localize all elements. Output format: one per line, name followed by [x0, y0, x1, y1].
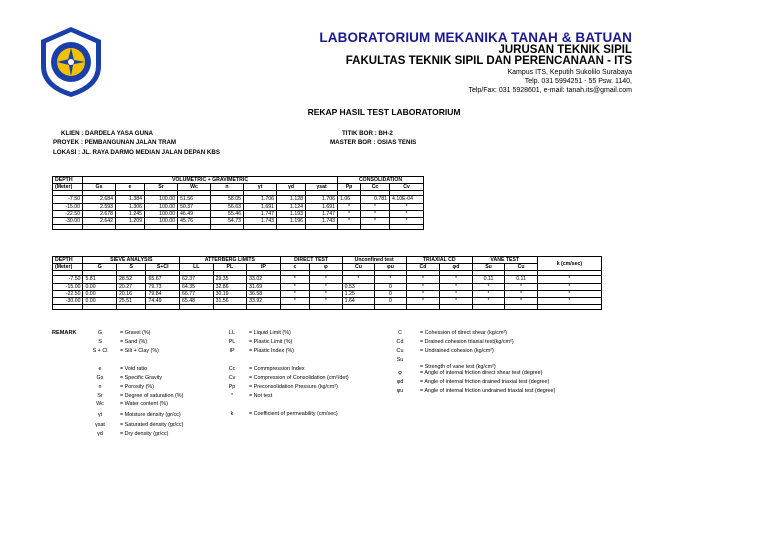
remark-desc: = Drained cohesion triaxial test(kg/cm²)	[420, 339, 514, 345]
table-cell: *	[390, 203, 424, 210]
table-cell: *	[280, 283, 309, 290]
table-cell: -22.50	[53, 210, 83, 217]
remark-desc: = Coefficient of permeability (cm/sec)	[249, 411, 338, 417]
table-row	[53, 290, 602, 297]
table-cell: 28.52	[117, 276, 146, 283]
table-row	[53, 210, 424, 217]
table-cell: 66.77	[180, 290, 214, 297]
sieve-group-header: SIEVE ANALYSIS	[83, 257, 180, 264]
table-cell: *	[310, 276, 343, 283]
table-cell: 1.209	[116, 217, 145, 224]
table-cell: 0	[375, 297, 407, 304]
table-cell: *	[472, 290, 505, 297]
column-header: S	[117, 264, 146, 271]
table-cell: *	[472, 283, 505, 290]
table-cell: 46.49	[178, 210, 211, 217]
remark-symbol: LL	[229, 330, 235, 336]
table-cell: *	[440, 276, 473, 283]
column-header: Su	[472, 264, 505, 271]
remark-symbol: k	[230, 411, 234, 417]
table-cell: *	[505, 297, 538, 304]
remark-desc: = Commpression Index	[249, 366, 305, 372]
remark-desc: = Preconsolidation Pressure (kg/cm²)	[249, 384, 338, 390]
table-cell: *	[310, 297, 343, 304]
column-header: Cv	[390, 184, 424, 191]
table-cell: *	[440, 283, 473, 290]
table-cell: 1.743	[244, 217, 277, 224]
table-cell: 1.743	[306, 217, 338, 224]
table-cell: -22.50	[53, 290, 83, 297]
table-cell: *	[406, 297, 440, 304]
table-cell: *	[280, 297, 309, 304]
table-cell: -7.50	[53, 196, 83, 203]
table-cell: -15.00	[53, 203, 83, 210]
column-header: LL	[180, 264, 214, 271]
table-cell: 45.76	[178, 217, 211, 224]
table-cell: 2.642	[83, 217, 116, 224]
table-cell: 100.00	[145, 203, 178, 210]
table-cell: 79.73	[146, 283, 180, 290]
unconfined-group-header: Unconfined test	[342, 257, 406, 264]
table-cell: 56.63	[211, 203, 244, 210]
column-header: e	[116, 184, 145, 191]
table-cell: 1.691	[244, 203, 277, 210]
lab-name: LABORATORIUM MEKANIKA TANAH & BATUAN	[319, 30, 632, 45]
remark-symbol: n	[98, 384, 102, 390]
table-cell: 100.00	[145, 210, 178, 217]
column-header: c	[280, 264, 309, 271]
table-cell: 0.11	[472, 276, 505, 283]
table-cell: 30.19	[213, 290, 247, 297]
table-cell: 20.27	[117, 283, 146, 290]
table-cell: *	[375, 276, 407, 283]
location-info: LOKASI : JL. RAYA DARMO MEDIAN JALAN DEPAN KBS	[53, 149, 220, 156]
table-cell: 50.37	[178, 203, 211, 210]
table-cell: 33.02	[247, 276, 281, 283]
table-cell: 1.25	[342, 290, 375, 297]
table-cell: 79.84	[146, 290, 180, 297]
table-cell: *	[440, 297, 473, 304]
table-cell: *	[338, 203, 361, 210]
remark-symbol: S	[98, 339, 102, 345]
column-header: IP	[247, 264, 281, 271]
table-cell: 65.48	[180, 297, 214, 304]
remark-desc: = Liquid Limit (%)	[249, 330, 291, 336]
remark-symbol: *	[230, 393, 234, 399]
remark-symbol: IP	[229, 348, 235, 354]
remark-desc: = Not test	[249, 393, 273, 399]
project-info: PROYEK : PEMBANGUNAN JALAN TRAM	[53, 139, 177, 146]
table-cell: *	[537, 276, 601, 283]
bore-point-info: TITIK BOR : BH-2	[342, 130, 393, 137]
remark-desc: = Dry density (gr/cc)	[120, 431, 169, 437]
table-cell: 1.06	[338, 196, 361, 203]
remark-desc: = Compression of Consolidation (cm²/det)	[249, 375, 349, 381]
column-header: Cd	[406, 264, 440, 271]
table-cell: 5.81	[83, 276, 117, 283]
table-cell: *	[361, 210, 390, 217]
table-cell: *	[472, 297, 505, 304]
its-logo	[38, 26, 104, 98]
remark-symbol: Pp	[228, 384, 236, 390]
table-cell: *	[338, 217, 361, 224]
table-cell: *	[537, 283, 601, 290]
remark-column-2	[215, 330, 385, 420]
faculty-name: FAKULTAS TEKNIK SIPIL DAN PERENCANAAN - ITS	[345, 55, 632, 67]
table-cell: 1.747	[306, 210, 338, 217]
remark-symbol: φu	[396, 388, 404, 394]
remark-symbol: Cd	[396, 339, 404, 345]
table-cell: 33.92	[247, 297, 281, 304]
column-header: φd	[440, 264, 473, 271]
column-header: γd	[277, 184, 306, 191]
table-row	[53, 297, 602, 304]
table-cell: *	[361, 203, 390, 210]
column-header: φ	[310, 264, 343, 271]
remark-symbol: PL	[228, 339, 236, 345]
remark-symbol: φd	[396, 379, 404, 385]
remark-desc: = Gravel (%)	[120, 330, 151, 336]
remark-symbol: Cv	[228, 375, 236, 381]
table-cell: -30.00	[53, 297, 83, 304]
direct-test-group-header: DIRECT TEST	[280, 257, 342, 264]
table-cell: 0	[375, 283, 407, 290]
column-header: Cu	[505, 264, 538, 271]
table-cell: 1.128	[277, 196, 306, 203]
remark-symbol: e	[98, 366, 102, 372]
table-cell: 20.16	[117, 290, 146, 297]
remark-desc: = Undrained cohesion (kg/cm²)	[420, 348, 494, 354]
remark-symbol: G	[97, 330, 103, 336]
column-header: γsat	[306, 184, 338, 191]
table-cell: *	[342, 276, 375, 283]
remark-symbol: S + Cl	[92, 348, 108, 354]
table-cell: 0.00	[83, 283, 117, 290]
remark-desc: = Porosity (%)	[120, 384, 154, 390]
remark-symbol: φ	[398, 370, 402, 376]
remark-symbol: γsat	[95, 422, 105, 428]
column-header: Sr	[145, 184, 178, 191]
table-cell: *	[280, 276, 309, 283]
column-header: n	[211, 184, 244, 191]
column-header: Pp	[338, 184, 361, 191]
table-cell: *	[440, 290, 473, 297]
table-row	[53, 217, 424, 224]
table-cell: *	[310, 283, 343, 290]
remark-desc: = Strength of vane test (kg/cm²)	[420, 364, 496, 370]
table-cell: -15.00	[53, 283, 83, 290]
remark-desc: = Angle of internal friction drained triaxial test (degree)	[420, 379, 550, 385]
column-header: Gs	[83, 184, 116, 191]
table-cell: *	[505, 290, 538, 297]
remark-desc: = Cohession of direct shear (kg/cm²)	[420, 330, 508, 336]
permeability-header: k (cm/sec)	[537, 257, 601, 271]
remark-desc: = Angle of internal friction undrained triaxial test (degree)	[420, 388, 556, 394]
remark-desc: = Plastic Limit (%)	[249, 339, 293, 345]
table-cell: 2.593	[83, 203, 116, 210]
column-header: S+Cl	[146, 264, 180, 271]
address-line-3: Telp/Fax: 031 5928601, e-mail: tanah.its@gmail.com	[468, 87, 632, 94]
table-cell: *	[390, 217, 424, 224]
column-header: G	[83, 264, 117, 271]
column-header: Cc	[361, 184, 390, 191]
atterberg-group-header: ATTERBERG LIMITS	[180, 257, 281, 264]
table-row	[53, 283, 602, 290]
remark-desc: = Specific Gravity	[120, 375, 163, 381]
remark-desc: = Sand (%)	[120, 339, 148, 345]
table-cell: 1.306	[116, 203, 145, 210]
table-cell: 1.747	[244, 210, 277, 217]
remark-desc: = Plastic Index (%)	[249, 348, 295, 354]
remark-symbol: Wc	[96, 401, 104, 407]
table-cell: 55.46	[211, 210, 244, 217]
column-header: Wc	[178, 184, 211, 191]
table-cell: 100.00	[145, 196, 178, 203]
table-cell: 36.58	[247, 290, 281, 297]
table-cell: *	[406, 276, 440, 283]
table-cell: 74.49	[146, 297, 180, 304]
depth-unit: (Meter)	[53, 184, 83, 191]
department-name: JURUSAN TEKNIK SIPIL	[498, 44, 632, 56]
table-cell: 51.56	[178, 196, 211, 203]
table-cell: 29.35	[213, 276, 247, 283]
column-header: γt	[244, 184, 277, 191]
table-cell: -7.50	[53, 276, 83, 283]
remark-symbol: Gs	[96, 375, 104, 381]
remark-desc: = Moisture density (gr/cc)	[120, 412, 181, 418]
table-cell: 2.684	[83, 196, 116, 203]
table-cell: *	[537, 297, 601, 304]
table-row	[53, 196, 424, 203]
table-cell: 0.781	[361, 196, 390, 203]
table-cell: 31.69	[247, 283, 281, 290]
depth-unit: (Meter)	[53, 264, 83, 271]
table-cell: 25.51	[117, 297, 146, 304]
remark-desc: = Silt + Clay (%)	[120, 348, 159, 354]
remark-desc: = Degree of saturation (%)	[120, 393, 184, 399]
remark-symbol: C	[398, 330, 402, 336]
address-line-1: Kampus ITS, Keputih Sukolilo Surabaya	[507, 69, 632, 76]
address-line-2: Telp. 031 5994251 - 55 Psw. 1140,	[524, 78, 632, 85]
table-cell: 0.11	[505, 276, 538, 283]
master-bore-info: MASTER BOR : OSIAS TENIS	[330, 139, 417, 146]
column-header: PL	[213, 264, 247, 271]
table-cell: 1.245	[116, 210, 145, 217]
table-cell: *	[537, 290, 601, 297]
table-cell: 1.384	[116, 196, 145, 203]
table-cell: 1.193	[277, 210, 306, 217]
table-cell: 54.73	[211, 217, 244, 224]
table-cell: 62.37	[180, 276, 214, 283]
column-header: φu	[375, 264, 407, 271]
volumetric-consolidation-table	[52, 176, 424, 230]
table-cell: 2.678	[83, 210, 116, 217]
table-cell: 0.00	[83, 290, 117, 297]
table-cell: 1.64	[342, 297, 375, 304]
table-cell: *	[505, 283, 538, 290]
table-cell: 0	[375, 290, 407, 297]
remark-desc: = Saturated density (gr/cc)	[120, 422, 184, 428]
report-title: REKAP HASIL TEST LABORATORIUM	[307, 107, 461, 117]
remark-symbol: Cc	[228, 366, 236, 372]
vane-group-header: VANE TEST	[472, 257, 537, 264]
table-cell: 31.56	[213, 297, 247, 304]
table-cell: *	[338, 210, 361, 217]
remark-symbol: Sr	[97, 393, 103, 399]
depth-header: DEPTH	[53, 257, 83, 264]
table-cell: 1.196	[277, 217, 306, 224]
depth-header: DEPTH	[53, 177, 83, 184]
table-cell: *	[406, 290, 440, 297]
table-cell: 0.00	[83, 297, 117, 304]
table-cell: *	[361, 217, 390, 224]
table-row	[53, 203, 424, 210]
remark-symbol: Su	[396, 357, 404, 363]
table-cell: 100.00	[145, 217, 178, 224]
client-info: KLIEN : DARDELA YASA GUNA	[61, 130, 154, 137]
table-cell: 1.691	[306, 203, 338, 210]
remark-desc: = Void ratio	[120, 366, 148, 372]
table-cell: 58.05	[211, 196, 244, 203]
table-cell: -30.00	[53, 217, 83, 224]
table-row	[53, 276, 602, 283]
column-header: Cu	[342, 264, 375, 271]
remark-symbol: γd	[97, 431, 103, 437]
table-cell: *	[280, 290, 309, 297]
remark-column-3	[380, 330, 600, 400]
remark-label: REMARK	[52, 330, 77, 336]
sieve-atterberg-strength-table	[52, 256, 602, 310]
remark-desc: = Water content (%)	[120, 401, 168, 407]
table-cell: 0.53	[342, 283, 375, 290]
table-cell: *	[310, 290, 343, 297]
remark-symbol: γt	[97, 412, 103, 418]
table-cell: 1.706	[244, 196, 277, 203]
table-cell: 65.67	[146, 276, 180, 283]
table-cell: 1.124	[277, 203, 306, 210]
table-cell: 64.35	[180, 283, 214, 290]
table-cell: *	[406, 283, 440, 290]
volumetric-group-header: VOLUMETRIC + GRAVIMETRIC	[83, 177, 338, 184]
consolidation-group-header: CONSOLIDATION	[338, 177, 424, 184]
remark-symbol: Cu	[396, 348, 404, 354]
table-cell: 1.706	[306, 196, 338, 203]
remark-desc: = Angle of internal friction direct shear test (degree)	[420, 370, 543, 376]
table-cell: *	[390, 210, 424, 217]
table-cell: 4.10E-04	[390, 196, 424, 203]
table-cell: 32.86	[213, 283, 247, 290]
triaxial-group-header: TRIAXIAL CD	[406, 257, 472, 264]
